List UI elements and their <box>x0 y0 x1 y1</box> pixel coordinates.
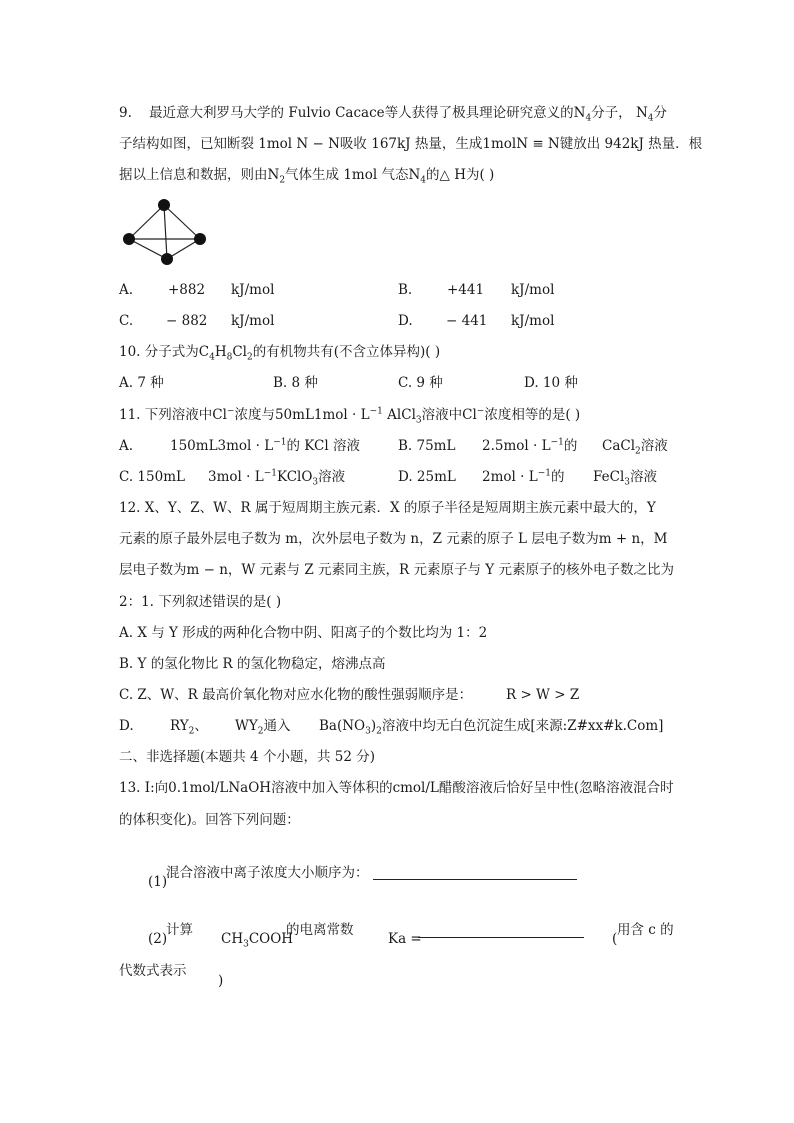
bond-line <box>164 205 200 239</box>
q13-part2-number: (2) <box>148 931 168 947</box>
nitrogen-atom <box>123 233 135 245</box>
q9-option-d-unit: kJ/mol <box>511 313 555 329</box>
q13-part1-number: (1) <box>148 874 168 890</box>
q9-option-b-letter: B. <box>398 282 413 298</box>
q13-part2-answer-blank[interactable] <box>418 936 584 938</box>
section-heading: 二、非选择题(本题共 4 个小题，共 52 分) <box>119 749 375 765</box>
q12-line-2: 元素的原子最外层电子数为 m，次外层电子数为 n，Z 元素的原子 L 层电子数为m + n，M <box>119 531 668 547</box>
q13-part1-prompt: 混合溶液中离子浓度大小顺序为： <box>166 865 369 881</box>
q13-part2-prompt: 计算 <box>166 922 193 938</box>
q13-part1-answer-blank[interactable] <box>373 878 577 880</box>
q9-option-b-value: +441 <box>447 282 485 298</box>
q9-number: 9. <box>119 105 132 121</box>
q13-part2-line-2: 代数式表示 <box>119 963 187 979</box>
q12-option-d-ry2: $RY_2$、 <box>170 718 208 737</box>
q12-option-d-wy2: $WY_2$通入 <box>235 718 291 737</box>
q11-option-a-letter: A. <box>119 438 134 454</box>
q11-option-a: $150mL3mol \cdot L^{-1}$的 KCl 溶液 <box>170 437 360 454</box>
q11-option-d-salt: FeCl$_3$溶液 <box>593 469 657 488</box>
q10-stem: 10. 分子式为$C_4H_8Cl_2$的有机物共有(不含立体异构)( ) <box>119 344 441 363</box>
q9-option-a-unit: kJ/mol <box>231 282 275 298</box>
q11-option-c: C. 150mL <box>119 469 185 485</box>
q11-stem: 11. 下列溶液中Cl−浓度与$50mL1mol \cdot L^{-1}$ AlCl$_3$溶液中Cl−浓度相等的是( ) <box>119 406 581 426</box>
q12-line-3: 层电子数为m − n，W 元素与 Z 元素同主族，R 元素原子与 Y 元素原子的核外电子数之比为 <box>119 562 674 578</box>
q13-part2-tail: 用含 c 的 <box>617 922 674 938</box>
q11-option-b-conc: $2.5mol \cdot L^{-1}$的 <box>482 437 578 454</box>
bond-line <box>129 239 167 259</box>
q13-part2-paren-open: ( <box>612 931 618 947</box>
q9-line-3: 据以上信息和数据，则由$N_2$气体生成 1mol 气态$N_4$的△ H为( ) <box>119 167 495 186</box>
q12-option-d-solution: $Ba(NO_3)_2$溶液中均无白色沉淀生成[来源:Z#xx#k.Com] <box>319 718 664 737</box>
q12-option-a: A. X 与 Y 形成的两种化合物中阴、阳离子的个数比均为 1：2 <box>119 625 488 641</box>
q11-option-c-conc: $3mol \cdot L^{-1}KClO_3$溶液 <box>208 468 346 488</box>
q9-option-c-unit: kJ/mol <box>231 313 275 329</box>
q9-option-c-value: − 882 <box>166 313 208 329</box>
q13-line-2: 的体积变化)。回答下列问题： <box>119 812 300 828</box>
bond-line <box>129 205 164 239</box>
q13-part2-ka: Ka = <box>388 931 422 947</box>
q13-part2-paren-close: ) <box>218 973 224 989</box>
q13-part2-formula: $CH_3COOH$ <box>221 931 294 950</box>
q9-option-d-letter: D. <box>398 313 413 329</box>
q12-option-c: C. Z、W、R 最高价氧化物对应水化物的酸性强弱顺序是： R > W > Z <box>119 687 580 703</box>
q11-option-b: B. 75mL <box>398 438 456 454</box>
q10-option-c: C. 9 种 <box>398 375 443 391</box>
bond-line <box>164 205 167 259</box>
nitrogen-atom <box>161 253 173 265</box>
q13-part2-label: 的电离常数 <box>286 922 354 938</box>
q10-option-d: D. 10 种 <box>524 375 578 391</box>
q9-line-1: 9. 最近意大利罗马大学的 Fulvio Cacace等人获得了极具理论研究意义的$N_4$分子， $N_4$分 <box>119 105 668 124</box>
q9-option-a-value: +882 <box>168 282 206 298</box>
q9-option-d-value: − 441 <box>446 313 488 329</box>
nitrogen-atom <box>194 233 206 245</box>
q10-option-a: A. 7 种 <box>119 375 164 391</box>
q9-line-2: 子结构如图，已知断裂 1mol N − N吸收 167kJ 热量，生成1molN ≡ N键放出 942kJ 热量．根 <box>119 136 703 152</box>
nitrogen-atom <box>158 199 170 211</box>
n4-molecule-diagram <box>118 196 213 268</box>
q12-option-b: B. Y 的氢化物比 R 的氢化物稳定，熔沸点高 <box>119 656 386 672</box>
q10-option-b: B. 8 种 <box>273 375 318 391</box>
q9-option-b-unit: kJ/mol <box>511 282 555 298</box>
q12-option-d-letter: D. <box>119 718 134 734</box>
q12-line-1: 12. X、Y、Z、W、R 属于短周期主族元素．X 的原子半径是短周期主族元素中最大的，Y <box>119 500 656 516</box>
q13-line-1: 13. I:向0.1mol/LNaOH溶液中加入等体积的cmol/L醋酸溶液后恰好呈中性(忽略溶液混合时 <box>119 780 674 796</box>
q11-option-b-salt: CaCl$_2$溶液 <box>602 438 668 457</box>
q9-option-a-letter: A. <box>119 282 134 298</box>
q11-option-d-conc: $2mol \cdot L^{-1}$的 <box>482 468 565 485</box>
q11-option-d: D. 25mL <box>398 469 456 485</box>
q12-line-4: 2：1. 下列叙述错误的是( ) <box>119 594 282 610</box>
q9-option-c-letter: C. <box>119 313 134 329</box>
